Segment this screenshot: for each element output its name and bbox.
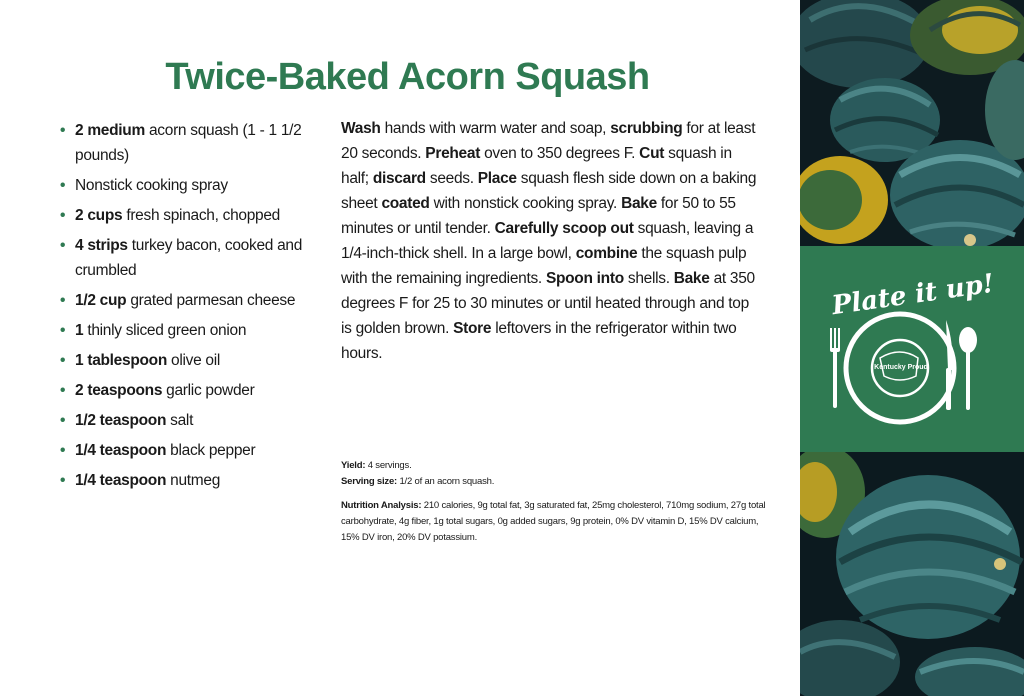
ingredient-amount: 1/2 cup: [75, 292, 127, 309]
instruction-verb: Bake: [673, 270, 710, 287]
yield-line: [341, 458, 771, 474]
kentucky-proud-logo-text: Kentucky Proud: [874, 364, 928, 371]
ingredient-text: black pepper: [166, 442, 256, 459]
ingredient-amount: 2 cups: [75, 207, 123, 224]
ingredient-amount: 2 teaspoons: [75, 382, 163, 399]
ingredient-amount: 4 strips: [75, 237, 128, 254]
ingredient-text: olive oil: [167, 352, 220, 369]
instruction-text: with nonstick cooking spray.: [429, 195, 622, 212]
yield-value: 4 servings.: [365, 460, 412, 471]
ingredient-item: [60, 233, 322, 283]
instruction-text: the squash pulp with the remaining ingredients.: [341, 245, 747, 287]
ingredient-item: [60, 438, 322, 463]
ingredient-item: [60, 468, 322, 493]
nutrition-value: 210 calories, 9g total fat, 3g saturated fat, 25mg cholesterol, 710mg sodium, 27g total carbohydrate, 4g fiber, 1g total sugars, 0g added sugars, 9g protein, 0% DV vitamin D, 15% DV calcium, 15% DV iron, 20% DV potassium.: [341, 500, 766, 543]
instruction-verb: discard: [372, 170, 426, 187]
ingredient-item: [60, 348, 322, 373]
instruction-verb: Preheat: [425, 145, 481, 162]
instruction-verb: Carefully scoop out: [494, 220, 634, 237]
instruction-text: leftovers in the refrigerator within two hours.: [341, 320, 737, 362]
instruction-text: squash in half;: [341, 145, 732, 187]
ingredient-text: nutmeg: [166, 472, 221, 489]
nutrition-line: [341, 498, 771, 546]
fork-icon: [830, 328, 840, 408]
plate-it-up-badge: [800, 246, 1024, 452]
spoon-icon: [959, 327, 977, 410]
ingredient-item: [60, 408, 322, 433]
instruction-verb: Spoon into: [545, 270, 624, 287]
ingredient-item: [60, 173, 322, 198]
ingredient-item: [60, 203, 322, 228]
squash-photo-bottom: [800, 452, 1024, 696]
ingredient-text: acorn squash (1 - 1 1/2 pounds): [75, 122, 302, 164]
instruction-text: squash, leaving a 1/4-inch-thick shell. In a large bowl,: [341, 220, 754, 262]
ingredients-list: [60, 118, 322, 498]
ingredient-item: [60, 378, 322, 403]
recipe-meta: [341, 458, 771, 546]
ingredient-text: salt: [166, 412, 194, 429]
instruction-text: hands with warm water and soap,: [380, 120, 611, 137]
badge-title: Plate it up!: [830, 268, 996, 322]
instruction-verb: Wash: [341, 120, 381, 137]
instruction-text: for 50 to 55 minutes or until tender.: [341, 195, 736, 237]
acorn-squash-image: [800, 0, 1024, 246]
ingredient-item: [60, 318, 322, 343]
ingredient-text: thinly sliced green onion: [83, 322, 247, 339]
ingredient-amount: 2 medium: [75, 122, 145, 139]
ingredient-amount: 1/4 teaspoon: [75, 442, 167, 459]
yield-label: Yield:: [341, 460, 366, 471]
ingredient-item: [60, 118, 322, 168]
ingredient-text: garlic powder: [162, 382, 255, 399]
instructions-paragraph: [341, 116, 761, 366]
serving-size-value: 1/2 of an acorn squash.: [397, 476, 495, 487]
ingredient-text: Nonstick cooking spray: [75, 177, 228, 194]
serving-size-label: Serving size:: [341, 476, 398, 487]
instruction-text: oven to 350 degrees F.: [480, 145, 640, 162]
squash-photo-top: [800, 0, 1024, 246]
instruction-verb: scrubbing: [610, 120, 683, 137]
knife-icon: [946, 320, 952, 410]
acorn-squash-image: [800, 452, 1024, 696]
ingredient-amount: 1 tablespoon: [75, 352, 167, 369]
instruction-verb: Cut: [639, 145, 665, 162]
ingredient-amount: 1: [75, 322, 84, 339]
ingredient-text: turkey bacon, cooked and crumbled: [75, 237, 303, 279]
instruction-verb: coated: [381, 195, 430, 212]
instruction-text: shells.: [623, 270, 674, 287]
ingredient-amount: 1/2 teaspoon: [75, 412, 167, 429]
instruction-text: seeds.: [425, 170, 478, 187]
recipe-title: Twice-Baked Acorn Squash: [165, 56, 650, 98]
serving-size-line: [341, 474, 771, 490]
ingredient-item: [60, 288, 322, 313]
instruction-verb: Place: [477, 170, 517, 187]
ingredient-amount: 1/4 teaspoon: [75, 472, 167, 489]
instruction-verb: Bake: [621, 195, 657, 212]
instruction-text: for at least 20 seconds.: [341, 120, 756, 162]
instruction-text: at 350 degrees F for 25 to 30 minutes or until heated through and top is golden brown.: [341, 270, 755, 337]
instruction-verb: Store: [453, 320, 492, 337]
nutrition-label: Nutrition Analysis:: [341, 500, 422, 511]
instruction-text: squash flesh side down on a baking sheet: [341, 170, 757, 212]
instruction-verb: combine: [575, 245, 638, 262]
ingredient-text: grated parmesan cheese: [126, 292, 296, 309]
ingredient-text: fresh spinach, chopped: [122, 207, 280, 224]
